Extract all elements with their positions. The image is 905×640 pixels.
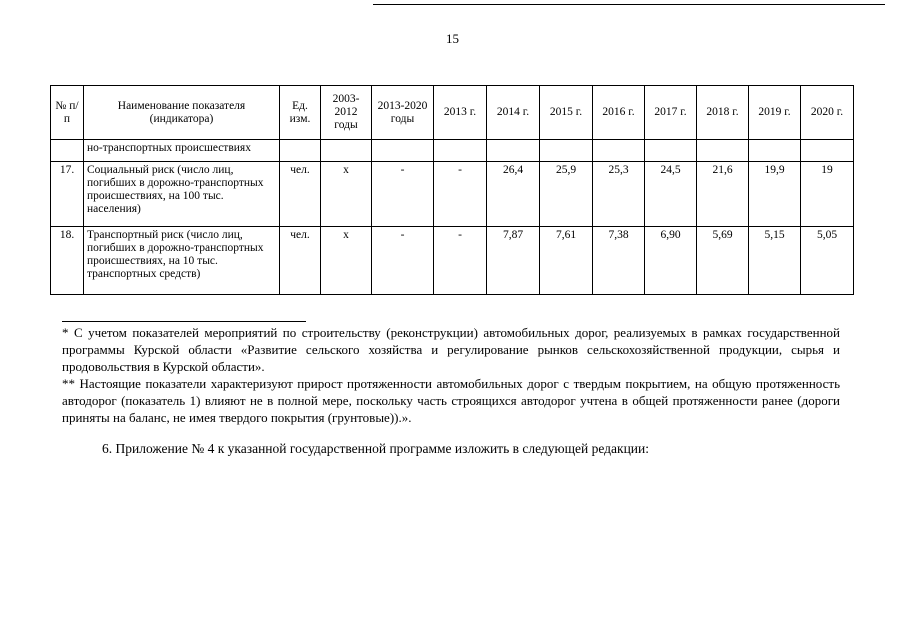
indicators-table xyxy=(50,85,854,295)
empty-cell xyxy=(280,140,321,162)
empty-cell xyxy=(801,140,854,162)
row-number: 17. xyxy=(51,162,84,227)
value-cell: - xyxy=(372,162,434,227)
value-cell: х xyxy=(321,162,372,227)
column-header: № п/п xyxy=(51,86,84,140)
value-cell: х xyxy=(321,227,372,295)
column-header: 2013 г. xyxy=(434,86,487,140)
value-cell: 24,5 xyxy=(645,162,697,227)
table-row xyxy=(51,227,854,295)
value-cell: - xyxy=(434,227,487,295)
row-number: 18. xyxy=(51,227,84,295)
empty-cell xyxy=(487,140,540,162)
empty-cell xyxy=(540,140,593,162)
value-cell: - xyxy=(434,162,487,227)
table-header-row xyxy=(51,86,854,140)
empty-cell xyxy=(372,140,434,162)
empty-cell xyxy=(593,140,645,162)
empty-cell xyxy=(51,140,84,162)
column-header: Ед. изм. xyxy=(280,86,321,140)
table-row xyxy=(51,162,854,227)
item-6-paragraph: 6. Приложение № 4 к указанной государственной программе изложить в следующей редакции: xyxy=(102,441,649,456)
value-cell: - xyxy=(372,227,434,295)
footnotes xyxy=(62,324,840,426)
column-header: Наименование показателя (индикатора) xyxy=(84,86,280,140)
continuation-text: но-транспортных происшествиях xyxy=(84,140,280,162)
column-header: 2003-2012 годы xyxy=(321,86,372,140)
value-cell: 5,69 xyxy=(697,227,749,295)
value-cell: 5,15 xyxy=(749,227,801,295)
value-cell: 5,05 xyxy=(801,227,854,295)
column-header: 2018 г. xyxy=(697,86,749,140)
indicator-name: Транспортный риск (число лиц, погибших в дорожно-транспортных происшествиях, на 10 тыс. транспортных средств) xyxy=(84,227,280,295)
footnote-1: * С учетом показателей мероприятий по строительству (реконструкции) автомобильных дорог, реализуемых в рамках государственной программы Курской области «Развитие сельского хозяйства и регулирование рынков сельскохозяйственной продукции, сырья и продовольствия в Курской области». xyxy=(62,325,840,374)
column-header: 2020 г. xyxy=(801,86,854,140)
top-rule xyxy=(373,4,885,5)
unit-cell: чел. xyxy=(280,227,321,295)
indicator-name: Социальный риск (число лиц, погибших в дорожно-транспортных происшествиях, на 100 тыс. населения) xyxy=(84,162,280,227)
footnote-rule xyxy=(62,321,306,322)
column-header: 2015 г. xyxy=(540,86,593,140)
value-cell: 21,6 xyxy=(697,162,749,227)
value-cell: 7,87 xyxy=(487,227,540,295)
column-header: 2019 г. xyxy=(749,86,801,140)
column-header: 2017 г. xyxy=(645,86,697,140)
value-cell: 25,9 xyxy=(540,162,593,227)
footnote-2: ** Настоящие показатели характеризуют прирост протяженности автомобильных дорог с твердым покрытием, на общую протяженность автодорог (показатель 1) влияют не в полной мере, поскольку часть строящихся автодорог учтена в общей протяженности ранее (дороги приняты на баланс, не имея твердого покрытия (грунтовые)).». xyxy=(62,376,840,425)
value-cell: 19,9 xyxy=(749,162,801,227)
empty-cell xyxy=(434,140,487,162)
empty-cell xyxy=(321,140,372,162)
value-cell: 25,3 xyxy=(593,162,645,227)
empty-cell xyxy=(697,140,749,162)
table-row-continuation xyxy=(51,140,854,162)
empty-cell xyxy=(645,140,697,162)
value-cell: 6,90 xyxy=(645,227,697,295)
column-header: 2016 г. xyxy=(593,86,645,140)
page-number: 15 xyxy=(446,31,459,46)
value-cell: 26,4 xyxy=(487,162,540,227)
unit-cell: чел. xyxy=(280,162,321,227)
value-cell: 7,61 xyxy=(540,227,593,295)
column-header: 2014 г. xyxy=(487,86,540,140)
value-cell: 7,38 xyxy=(593,227,645,295)
column-header: 2013-2020 годы xyxy=(372,86,434,140)
empty-cell xyxy=(749,140,801,162)
value-cell: 19 xyxy=(801,162,854,227)
